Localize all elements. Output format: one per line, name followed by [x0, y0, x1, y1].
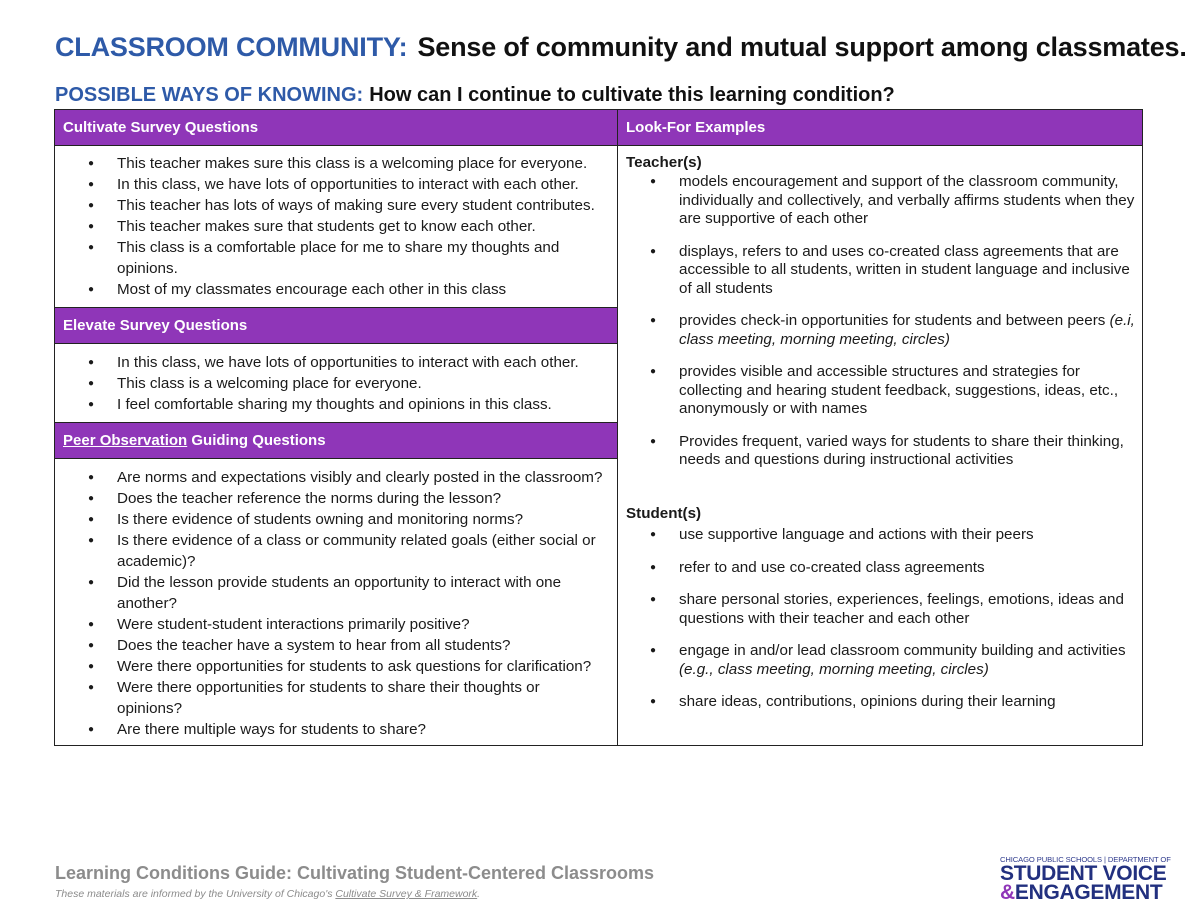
page-title-lead: CLASSROOM COMMUNITY:: [55, 32, 408, 62]
item-text: share ideas, contributions, opinions during their learning: [679, 693, 1056, 710]
page-subtitle-lead: POSSIBLE WAYS OF KNOWING:: [55, 84, 364, 106]
footer-title: Learning Conditions Guide: Cultivating Student-Centered Classrooms: [55, 863, 655, 883]
peer-observation-link[interactable]: Peer Observation: [63, 432, 188, 449]
list-item: ● In this class, we have lots of opportunities to interact with each other.: [55, 174, 610, 195]
page-title-rest: Sense of community and mutual support among classmates.: [417, 32, 1187, 62]
elevate-survey-header: Elevate Survey Questions: [55, 308, 617, 344]
learning-condition-table: [54, 109, 1143, 746]
elevate-questions-list: [55, 352, 610, 415]
list-item: ● In this class, we have lots of opportunities to interact with each other.: [55, 352, 610, 373]
list-item: ● Most of my classmates encourage each other in this class: [55, 279, 610, 300]
item-text: models encouragement and support of the classroom community, individually and collectively, and verbally affirms students when they are supportive of each other: [679, 173, 1135, 227]
item-text: Provides frequent, varied ways for students to share their thinking, needs and questions during instructional activities: [679, 432, 1124, 468]
item-text: share personal stories, experiences, feelings, emotions, ideas and questions with their teacher and each other: [679, 591, 1124, 627]
list-item: [618, 559, 1138, 578]
peer-observation-header: [55, 423, 617, 459]
cultivate-survey-header: Cultivate Survey Questions: [55, 110, 617, 146]
list-item: [618, 693, 1138, 712]
logo-line-1: STUDENT VOICE: [1000, 862, 1167, 885]
page-title: [55, 32, 1187, 63]
list-item: ● This teacher makes sure that students get to know each other.: [55, 216, 610, 237]
logo-line-2: [1000, 883, 1162, 902]
peer-header-rest: Guiding Questions: [187, 432, 326, 449]
student-heading: Student(s): [626, 505, 702, 522]
list-item: [618, 312, 1138, 349]
list-item: ● I feel comfortable sharing my thoughts and opinions in this class.: [55, 394, 610, 415]
list-item: ● Are there multiple ways for students to share?: [55, 719, 607, 740]
look-for-examples-header: Look-For Examples: [618, 110, 1142, 146]
item-text: engage in and/or lead classroom community building and activities: [679, 642, 1126, 659]
item-example: (e.g., class meeting, morning meeting, circles): [679, 660, 989, 678]
logo-ampersand: &: [1000, 881, 1015, 904]
cultivate-framework-link[interactable]: Cultivate Survey & Framework: [335, 888, 478, 900]
list-item: [618, 591, 1138, 628]
list-item: ● Does the teacher have a system to hear from all students?: [55, 635, 607, 656]
logo-top-line: CHICAGO PUBLIC SCHOOLS | DEPARTMENT OF: [1000, 855, 1171, 864]
item-text: use supportive language and actions with their peers: [679, 526, 1034, 543]
item-example: (e.i, class meeting, morning meeting, circles): [679, 312, 1135, 348]
list-item: ● This class is a comfortable place for me to share my thoughts and opinions.: [55, 237, 610, 279]
department-logo: [1000, 855, 1171, 904]
footer-note: [55, 888, 480, 900]
list-item: ● Were there opportunities for students to share their thoughts or opinions?: [55, 677, 607, 719]
teacher-look-for-list: [618, 173, 1138, 484]
list-item: ● Did the lesson provide students an opportunity to interact with one another?: [55, 572, 607, 614]
list-item: ● Were student-student interactions primarily positive?: [55, 614, 607, 635]
footer-note-suffix: .: [477, 888, 481, 900]
list-item: ● This teacher makes sure this class is a welcoming place for everyone.: [55, 153, 610, 174]
list-item: [618, 363, 1138, 419]
list-item: [618, 243, 1138, 299]
list-item: ● This class is a welcoming place for everyone.: [55, 373, 610, 394]
page-subtitle: [55, 84, 895, 107]
page-subtitle-rest: How can I continue to cultivate this learning condition?: [369, 84, 895, 106]
list-item: [618, 173, 1138, 229]
list-item: ● This teacher has lots of ways of making sure every student contributes.: [55, 195, 610, 216]
item-text: provides visible and accessible structures and strategies for collecting and hearing student feedback, suggestions, ideas, etc., anonymously or with names: [679, 363, 1119, 417]
item-text: displays, refers to and uses co-created class agreements that are accessible to all students, written in student language and inclusive of all students: [679, 242, 1130, 297]
list-item: [618, 433, 1138, 470]
cultivate-questions-list: [55, 153, 610, 300]
logo-engagement: ENGAGEMENT: [1014, 881, 1163, 904]
peer-observation-list: [55, 467, 607, 740]
list-item: [618, 526, 1138, 545]
student-look-for-list: [618, 526, 1138, 726]
item-text: refer to and use co-created class agreements: [679, 558, 985, 576]
list-item: ● Is there evidence of a class or community related goals (either social or academic)?: [55, 530, 607, 572]
list-item: ● Were there opportunities for students to ask questions for clarification?: [55, 656, 607, 677]
list-item: ● Is there evidence of students owning and monitoring norms?: [55, 509, 607, 530]
list-item: ● Are norms and expectations visibly and clearly posted in the classroom?: [55, 467, 607, 488]
item-text: provides check-in opportunities for students and between peers: [679, 312, 1110, 329]
list-item: [618, 642, 1138, 679]
teacher-heading: Teacher(s): [626, 154, 702, 171]
footer-note-prefix: These materials are informed by the University of Chicago's: [55, 888, 336, 900]
list-item: ● Does the teacher reference the norms during the lesson?: [55, 488, 607, 509]
